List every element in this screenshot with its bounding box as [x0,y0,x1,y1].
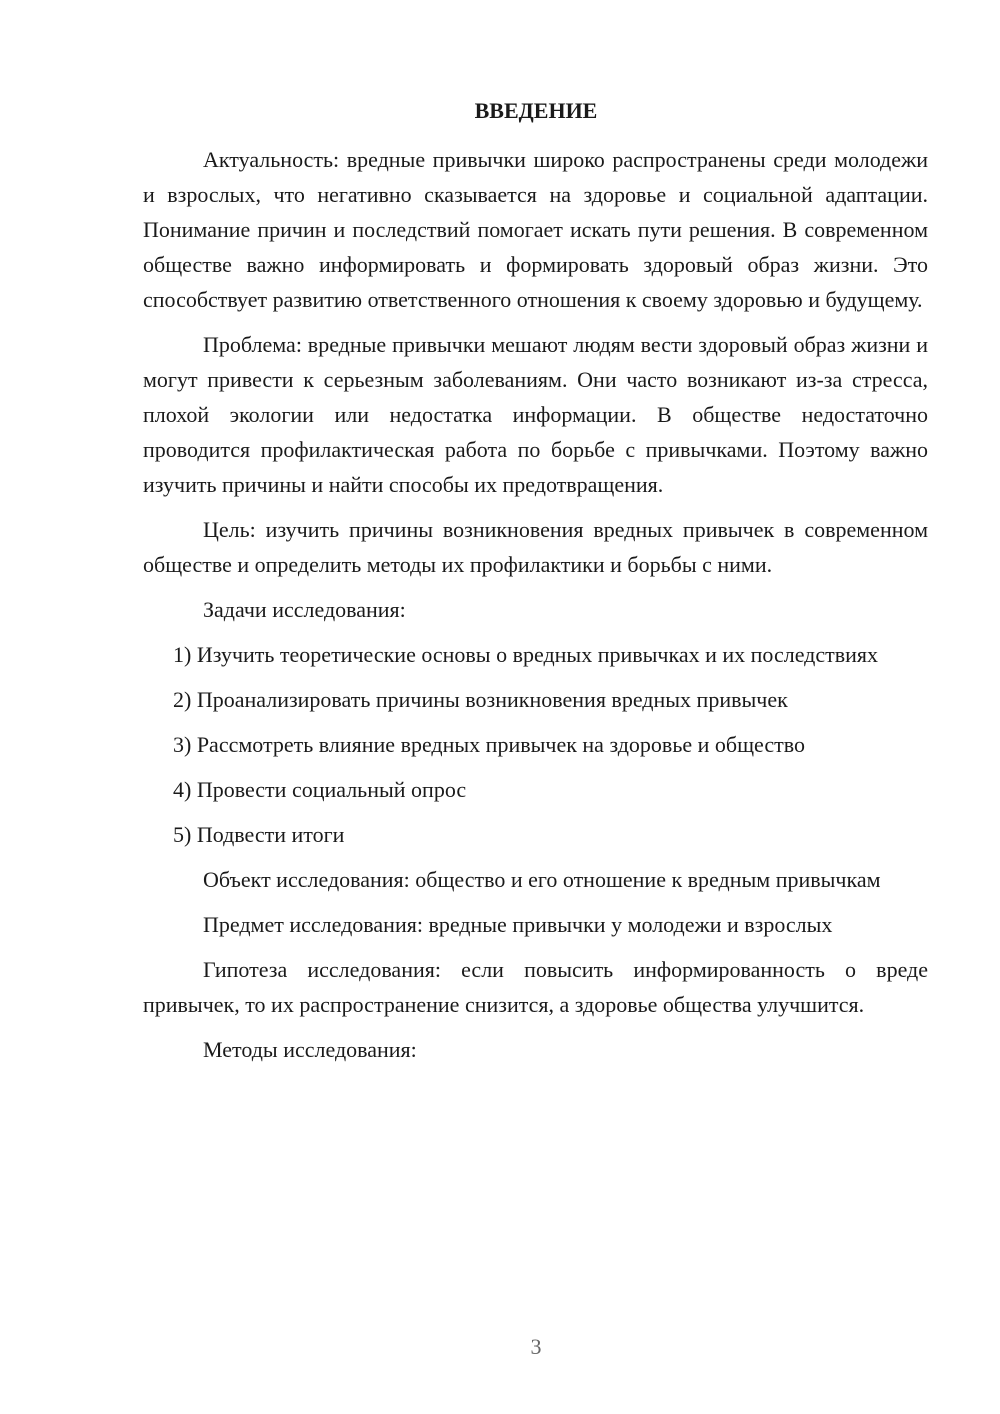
page-title: ВВЕДЕНИЕ [474,98,598,123]
paragraph-goal: Цель: изучить причины возникновения вредных привычек в современном обществе и определить методы их профилактики и борьбы с ними. [143,517,928,577]
tasks-heading: Задачи исследования: [203,597,406,622]
paragraph-subject: Предмет исследования: вредные привычки у молодежи и взрослых [203,912,833,937]
methods-heading: Методы исследования: [203,1037,417,1062]
page-number: 3 [530,1334,542,1359]
paragraph-object: Объект исследования: общество и его отношение к вредным привычкам [203,867,881,892]
paragraph-hypothesis: Гипотеза исследования: если повысить информированность о вреде привычек, то их распространение снизится, а здоровье общества улучшится. [143,957,928,1017]
paragraph-relevance: Актуальность: вредные привычки широко распространены среди молодежи и взрослых, что негативно сказывается на здоровье и социальной адаптации. Понимание причин и последствий помогает искать пути решения. В современном обществе важно информировать и формировать здоровый образ жизни. Это способствует развитию ответственного отношения к своему здоровью и будущему. [143,147,928,312]
list-item-task-3: 3) Рассмотреть влияние вредных привычек на здоровье и общество [173,732,805,757]
list-item-task-4: 4) Провести социальный опрос [173,777,467,802]
paragraph-problem: Проблема: вредные привычки мешают людям вести здоровый образ жизни и могут привести к серьезным заболеваниям. Они часто возникают из-за стресса, плохой экологии или недостатка информации. В обществе недостаточно проводится профилактическая работа по борьбе с привычками. Поэтому важно изучить причины и найти способы их предотвращения. [143,332,928,497]
document-body [143,142,928,1067]
list-item-task-2: 2) Проанализировать причины возникновения вредных привычек [173,687,788,712]
list-item-task-5: 5) Подвести итоги [173,822,345,847]
list-item-task-1: 1) Изучить теоретические основы о вредных привычках и их последствиях [173,642,879,667]
